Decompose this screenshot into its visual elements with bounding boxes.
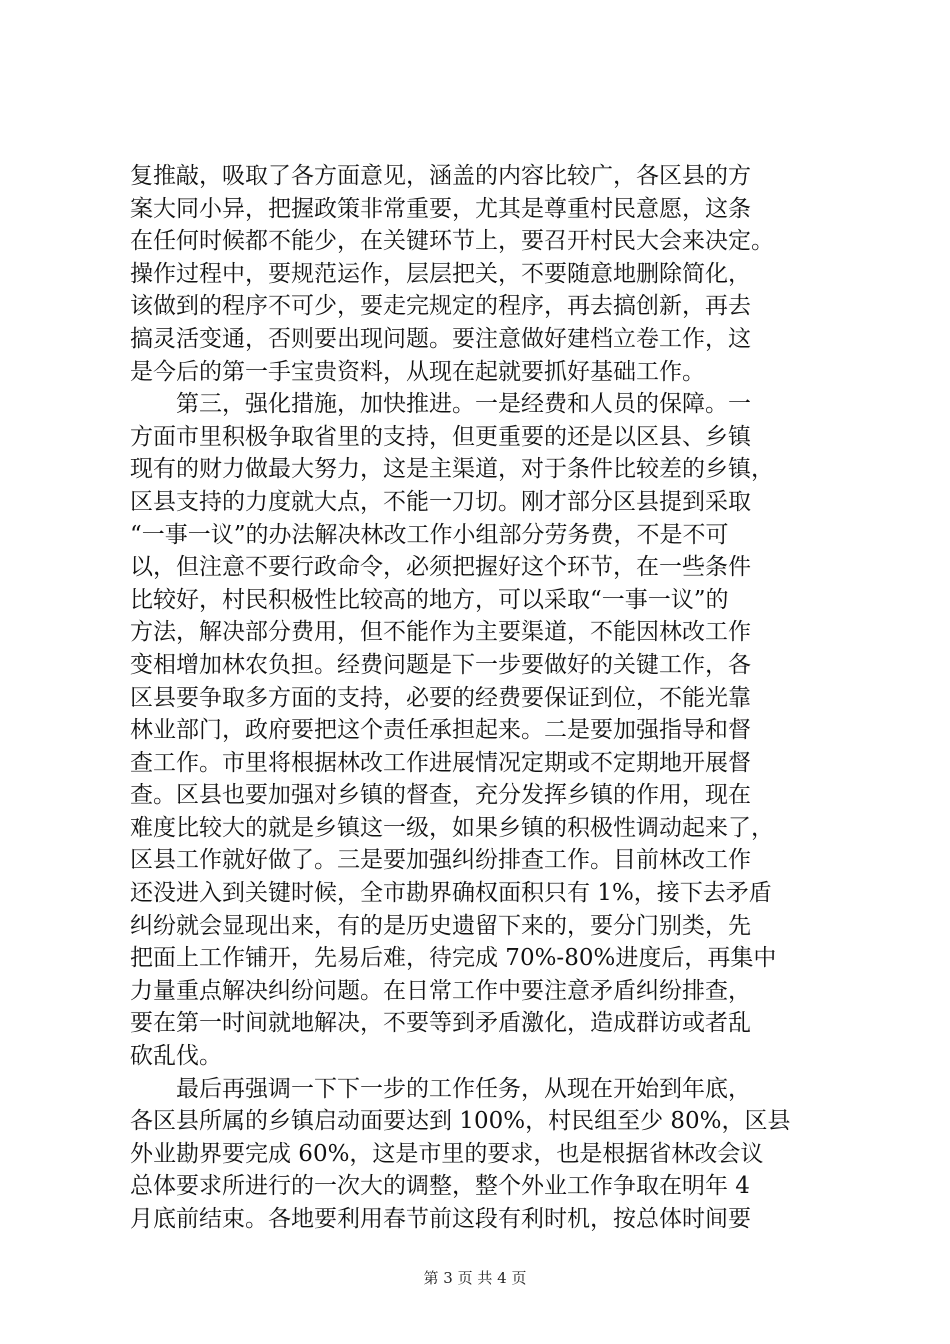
page-number-footer: 第 3 页 共 4 页 <box>423 1269 527 1287</box>
text-line: 案大同小异，把握政策非常重要，尤其是尊重村民意愿，这条 <box>130 195 751 222</box>
text-line: 区县工作就好做了。三是要加强纠纷排查工作。目前林改工作 <box>130 847 751 874</box>
text-line: 现有的财力做最大努力，这是主渠道，对于条件比较差的乡镇， <box>130 456 774 483</box>
text-line: 把面上工作铺开，先易后难，待完成 70%-80%进度后，再集中 <box>130 945 777 972</box>
text-line: 难度比较大的就是乡镇这一级，如果乡镇的积极性调动起来了， <box>130 814 774 841</box>
text-line: 该做到的程序不可少，要走完规定的程序，再去搞创新，再去 <box>130 293 751 320</box>
text-line: 操作过程中，要规范运作，层层把关，不要随意地删除简化， <box>130 260 751 287</box>
text-line: 查工作。市里将根据林改工作进展情况定期或不定期地开展督 <box>130 749 751 776</box>
text-line: 林业部门，政府要把这个责任承担起来。二是要加强指导和督 <box>130 717 751 744</box>
text-line: “一事一议”的办法解决林改工作小组部分劳务费，不是不可 <box>130 521 729 548</box>
paragraph-first-line: 第三，强化措施，加快推进。一是经费和人员的保障。一 <box>176 391 751 418</box>
text-line: 方面市里积极争取省里的支持，但更重要的还是以区县、乡镇 <box>130 423 751 450</box>
document-body <box>130 160 830 1236</box>
text-line: 变相增加林农负担。经费问题是下一步要做好的关键工作，各 <box>130 651 751 678</box>
text-line: 区县支持的力度就大点，不能一刀切。刚才部分区县提到采取 <box>130 488 751 515</box>
text-line: 各区县所属的乡镇启动面要达到 100%，村民组至少 80%，区县 <box>130 1108 791 1135</box>
text-line: 比较好，村民积极性比较高的地方，可以采取“一事一议”的 <box>130 586 729 613</box>
text-line: 外业勘界要完成 60%，这是市里的要求，也是根据省林改会议 <box>130 1140 764 1167</box>
text-line: 方法，解决部分费用，但不能作为主要渠道，不能因林改工作 <box>130 619 751 646</box>
text-line: 搞灵活变通，否则要出现问题。要注意做好建档立卷工作，这 <box>130 325 751 352</box>
text-line: 区县要争取多方面的支持，必要的经费要保证到位，不能光靠 <box>130 684 751 711</box>
text-line: 总体要求所进行的一次大的调整，整个外业工作争取在明年 4 <box>130 1173 750 1200</box>
text-line: 查。区县也要加强对乡镇的督查，充分发挥乡镇的作用，现在 <box>130 782 751 809</box>
paragraph-first-line: 最后再强调一下下一步的工作任务，从现在开始到年底， <box>176 1075 751 1102</box>
text-line: 还没进入到关键时候，全市勘界确权面积只有 1%，接下去矛盾 <box>130 880 772 907</box>
text-line: 复推敲，吸取了各方面意见，涵盖的内容比较广，各区县的方 <box>130 163 751 189</box>
text-line: 月底前结束。各地要利用春节前这段有利时机，按总体时间要 <box>130 1206 751 1232</box>
text-line: 力量重点解决纠纷问题。在日常工作中要注意矛盾纠纷排查， <box>130 977 751 1004</box>
text-line: 纠纷就会显现出来，有的是历史遗留下来的，要分门别类，先 <box>130 912 751 939</box>
text-line: 在任何时候都不能少，在关键环节上，要召开村民大会来决定。 <box>130 228 774 255</box>
text-line: 是今后的第一手宝贵资料，从现在起就要抓好基础工作。 <box>130 358 705 385</box>
text-line: 要在第一时间就地解决，不要等到矛盾激化，造成群访或者乱 <box>130 1010 751 1037</box>
text-line: 砍乱伐。 <box>130 1043 222 1070</box>
text-line: 以，但注意不要行政命令，必须把握好这个环节，在一些条件 <box>130 554 751 581</box>
